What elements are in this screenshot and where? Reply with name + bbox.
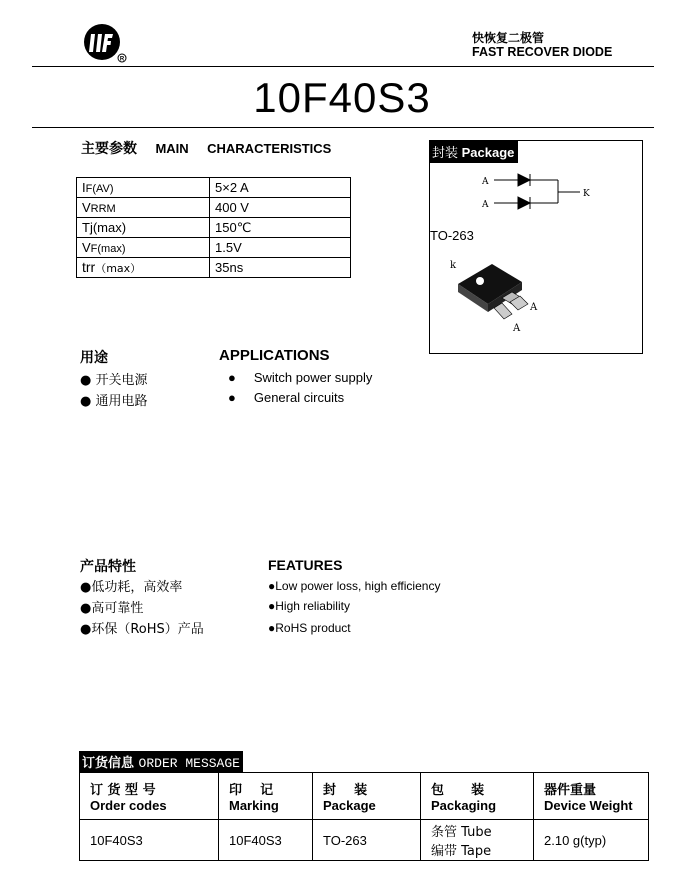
param-main: V: [82, 200, 91, 215]
param-main: Tj(max): [82, 220, 127, 235]
list-item-text: RoHS product: [275, 621, 351, 635]
order-code-cell: 10F40S3: [80, 820, 219, 861]
header-en: Order codes: [90, 798, 167, 813]
table-row: [77, 238, 351, 258]
svg-text:k: k: [450, 260, 457, 271]
header-en: Package: [323, 798, 376, 813]
param-sub: F(max): [90, 243, 126, 255]
pin-a1-label: A: [482, 177, 489, 187]
header-cn: 封 装: [323, 783, 368, 798]
value-cell: 150℃: [210, 218, 351, 238]
package-cn-label: 封装: [432, 146, 459, 161]
part-number: 10F40S3: [253, 74, 431, 121]
value-cell: 400 V: [210, 198, 351, 218]
list-item-text: 高可靠性: [91, 601, 144, 616]
order-table: [79, 772, 649, 861]
param-cell: [77, 238, 210, 258]
characteristics-table: [76, 177, 351, 278]
main-characteristics-heading: [81, 138, 331, 158]
features-en-heading: FEATURES: [268, 557, 343, 573]
header-cn-title: 快恢复二极管: [472, 31, 545, 45]
header-en-title: FAST RECOVER DIODE: [472, 45, 613, 59]
param-cell: [77, 258, 210, 278]
table-row: [77, 178, 351, 198]
weight-cell: 2.10 g(typ): [534, 820, 649, 861]
header-cell: [313, 773, 421, 820]
features-cn-heading: 产品特性: [80, 559, 136, 575]
header-cn: 包 装: [431, 783, 485, 798]
order-cn-label: 订货信息: [82, 756, 135, 771]
package-name: TO-263: [430, 228, 474, 243]
value-cell: 35ns: [210, 258, 351, 278]
order-message-tag: [79, 751, 243, 772]
header-en: Packaging: [431, 798, 497, 813]
param-main: trr: [82, 259, 96, 275]
list-item: ●低功耗，高效率: [80, 580, 183, 595]
table-row: [80, 820, 649, 861]
list-item-text: General circuits: [253, 390, 345, 405]
pin-a2-label: A: [482, 200, 489, 210]
param-main: I: [82, 180, 86, 195]
characteristics-en-label: CHARACTERISTICS: [207, 141, 332, 156]
to263-package-drawing: [440, 252, 560, 342]
table-row: [77, 198, 351, 218]
title-rule: [32, 127, 654, 128]
header-cn: 器件重量: [544, 783, 597, 798]
list-item: ●RoHS product: [268, 621, 351, 635]
header-cell: [421, 773, 534, 820]
param-sub: RRM: [90, 203, 116, 215]
param-cell: [77, 178, 210, 198]
list-item-text: 低功耗，高效率: [91, 580, 183, 595]
table-row: [77, 258, 351, 278]
table-row: [77, 218, 351, 238]
pin-k-label: K: [583, 189, 590, 199]
list-item: ●环保（RoHS）产品: [80, 622, 204, 637]
header-cell: [80, 773, 219, 820]
marking-cell: 10F40S3: [219, 820, 313, 861]
param-sub: F(AV): [85, 183, 114, 195]
param-main: V: [82, 240, 91, 255]
package-en-label: Package: [461, 145, 515, 160]
header-cn: 印 记: [229, 783, 274, 798]
list-item: ● 通用电路: [80, 394, 148, 409]
svg-text:R: R: [119, 56, 125, 63]
header-cell: [534, 773, 649, 820]
param-cell: [77, 198, 210, 218]
value-cell: 5×2 A: [210, 178, 351, 198]
param-cell: [77, 218, 210, 238]
list-item: ● 开关电源: [80, 373, 148, 388]
list-item: ● Switch power supply: [228, 370, 373, 385]
list-item: ●高可靠性: [80, 601, 144, 616]
applications-en-heading: APPLICATIONS: [219, 347, 330, 364]
value-cell: 1.5V: [210, 238, 351, 258]
main-cn-label: 主要参数: [81, 141, 137, 157]
list-item: ● General circuits: [228, 390, 345, 405]
header-en: Device Weight: [544, 798, 633, 813]
header-en: Marking: [229, 798, 279, 813]
table-header-row: [80, 773, 649, 820]
list-item-text: 开关电源: [95, 373, 148, 388]
company-logo: [82, 22, 128, 64]
packaging-line: 编带 Tape: [431, 844, 492, 859]
diode-schematic: [430, 165, 630, 215]
param-sub: （max）: [95, 262, 142, 275]
main-en-label: MAIN: [155, 141, 189, 156]
packaging-line: 条管 Tube: [431, 825, 492, 840]
list-item-text: High reliability: [275, 599, 350, 613]
list-item-text: 通用电路: [95, 394, 148, 409]
list-item: ●High reliability: [268, 599, 350, 613]
header-cell: [219, 773, 313, 820]
package-tag: [430, 141, 518, 163]
package-cell: TO-263: [313, 820, 421, 861]
svg-text:A: A: [513, 323, 521, 334]
packaging-cell: [421, 820, 534, 861]
header-rule: [32, 66, 654, 67]
list-item: ●Low power loss, high efficiency: [268, 579, 441, 593]
list-item-text: Low power loss, high efficiency: [275, 579, 441, 593]
list-item-text: Switch power supply: [253, 370, 373, 385]
order-en-label: ORDER MESSAGE: [138, 756, 240, 771]
applications-cn-heading: 用途: [80, 350, 108, 366]
header-cn: 订 货 型 号: [90, 783, 156, 798]
svg-text:A: A: [530, 302, 538, 313]
list-item-text: 环保（RoHS）产品: [91, 622, 204, 637]
